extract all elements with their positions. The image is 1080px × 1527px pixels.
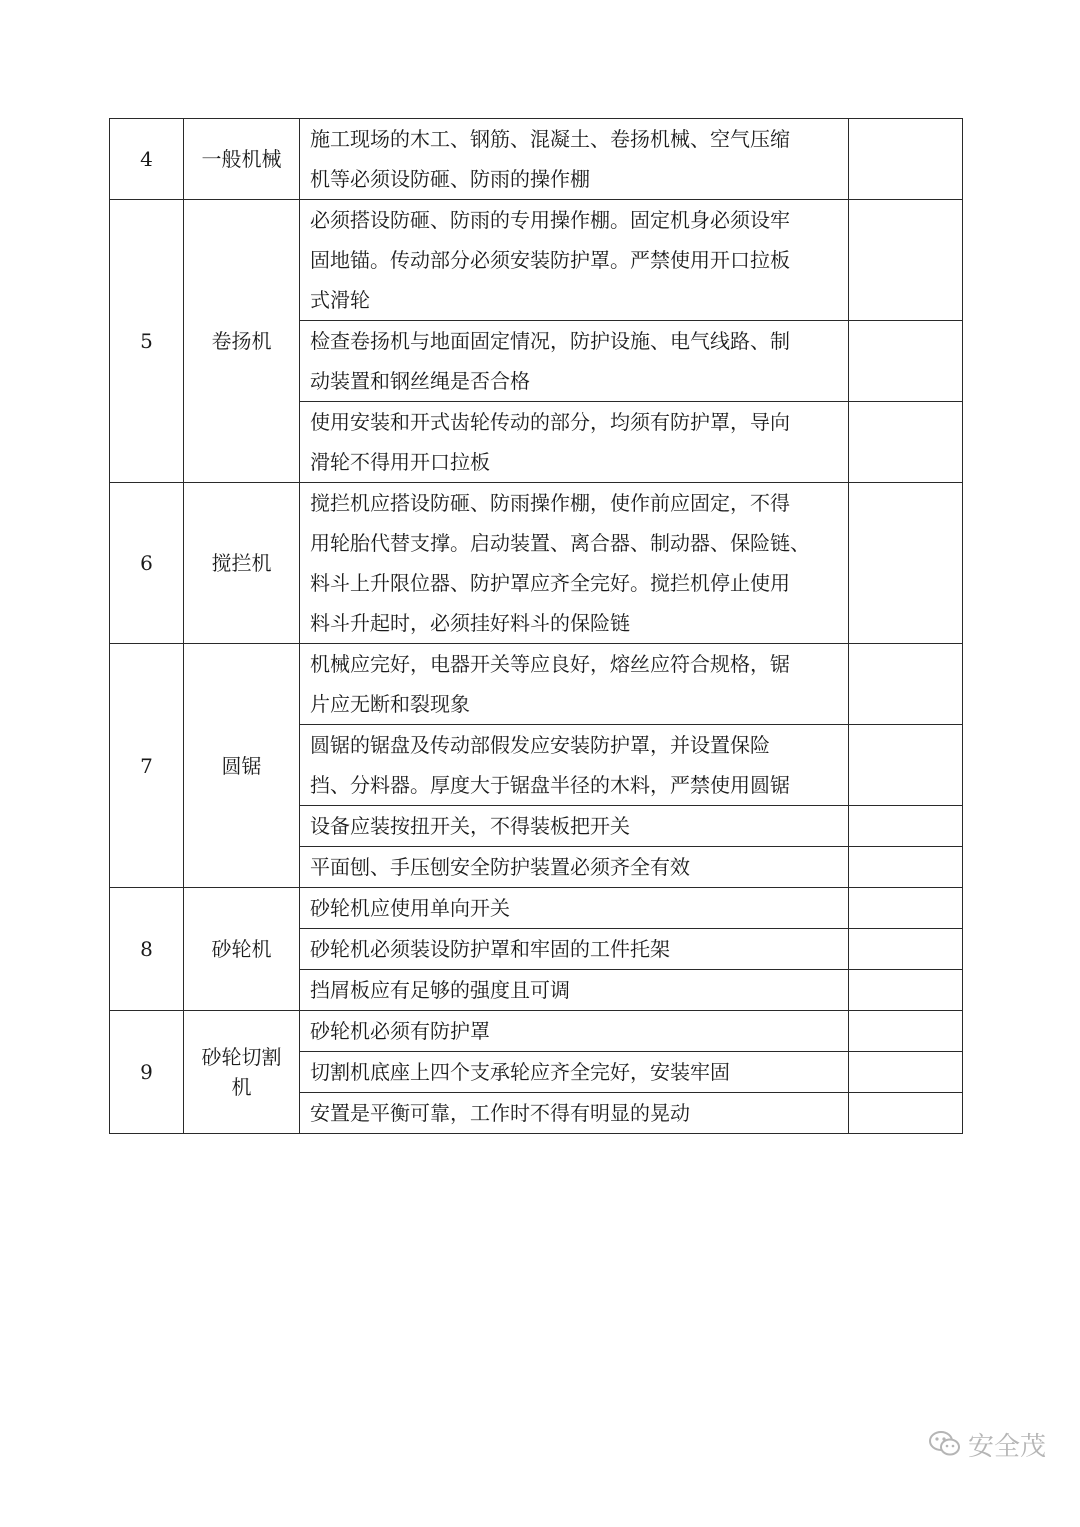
- requirement-line: 砂轮机应使用单向开关: [310, 896, 510, 920]
- check-result-cell[interactable]: [849, 806, 963, 847]
- table-row: [110, 644, 963, 725]
- check-result-cell[interactable]: [849, 725, 963, 806]
- requirement-line: 固地锚。传动部分必须安装防护罩。严禁使用开口拉板: [310, 248, 790, 272]
- table-row: [110, 888, 963, 929]
- requirement-line: 平面刨、手压刨安全防护装置必须齐全有效: [310, 855, 690, 879]
- requirement-text: [300, 970, 849, 1011]
- row-number: 7: [110, 644, 184, 888]
- requirement-line: 施工现场的木工、钢筋、混凝土、卷扬机械、空气压缩: [310, 127, 790, 151]
- requirement-line: 动装置和钢丝绳是否合格: [310, 369, 530, 393]
- table-row: [110, 119, 963, 200]
- requirement-line: 机等必须设防砸、防雨的操作棚: [310, 167, 590, 191]
- check-result-cell[interactable]: [849, 483, 963, 644]
- requirement-text: [300, 929, 849, 970]
- requirement-text: [300, 119, 849, 200]
- requirement-line: 机械应完好，电器开关等应良好，熔丝应符合规格，锯: [310, 652, 790, 676]
- check-result-cell[interactable]: [849, 1052, 963, 1093]
- check-result-cell[interactable]: [849, 929, 963, 970]
- watermark-text: 安全茂: [968, 1431, 1047, 1462]
- machine-name: 一般机械: [184, 119, 300, 200]
- requirement-line: 设备应装按扭开关，不得装板把开关: [310, 814, 630, 838]
- machine-name: 搅拦机: [184, 483, 300, 644]
- row-number: 8: [110, 888, 184, 1011]
- machine-name: 卷扬机: [184, 200, 300, 483]
- check-result-cell[interactable]: [849, 970, 963, 1011]
- requirement-text: [300, 402, 849, 483]
- machine-name: 砂轮机: [184, 888, 300, 1011]
- machine-name: 砂轮切割 机: [184, 1011, 300, 1134]
- requirement-line: 圆锯的锯盘及传动部假发应安装防护罩，并设置保险: [310, 733, 770, 757]
- requirement-text: [300, 847, 849, 888]
- requirement-line: 安置是平衡可靠，工作时不得有明显的晃动: [310, 1101, 690, 1125]
- requirement-text: [300, 1052, 849, 1093]
- check-result-cell[interactable]: [849, 888, 963, 929]
- requirement-line: 用轮胎代替支撑。启动装置、离合器、制动器、保险链、: [310, 531, 810, 555]
- check-result-cell[interactable]: [849, 847, 963, 888]
- requirement-line: 料斗升起时，必须挂好料斗的保险链: [310, 611, 630, 635]
- requirement-text: [300, 483, 849, 644]
- check-result-cell[interactable]: [849, 200, 963, 321]
- table-row: [110, 483, 963, 644]
- requirement-text: [300, 888, 849, 929]
- inspection-table: [109, 118, 963, 1134]
- requirement-line: 滑轮不得用开口拉板: [310, 450, 490, 474]
- row-number: 4: [110, 119, 184, 200]
- machine-name: 圆锯: [184, 644, 300, 888]
- wechat-icon: [928, 1429, 962, 1459]
- requirement-line: 料斗上升限位器、防护罩应齐全完好。搅拦机停止使用: [310, 571, 790, 595]
- requirement-line: 式滑轮: [310, 288, 370, 312]
- check-result-cell[interactable]: [849, 119, 963, 200]
- check-result-cell[interactable]: [849, 1093, 963, 1134]
- requirement-line: 搅拦机应搭设防砸、防雨操作棚，使作前应固定，不得: [310, 491, 790, 515]
- table-row: [110, 200, 963, 321]
- requirement-text: [300, 725, 849, 806]
- row-number: 9: [110, 1011, 184, 1134]
- requirement-line: 使用安装和开式齿轮传动的部分，均须有防护罩，导向: [310, 410, 790, 434]
- requirement-line: 切割机底座上四个支承轮应齐全完好，安装牢固: [310, 1060, 730, 1084]
- requirement-text: [300, 200, 849, 321]
- row-number: 5: [110, 200, 184, 483]
- requirement-text: [300, 321, 849, 402]
- requirement-line: 必须搭设防砸、防雨的专用操作棚。固定机身必须设牢: [310, 208, 790, 232]
- requirement-text: [300, 644, 849, 725]
- requirement-text: [300, 806, 849, 847]
- check-result-cell[interactable]: [849, 644, 963, 725]
- requirement-line: 挡屑板应有足够的强度且可调: [310, 978, 570, 1002]
- requirement-line: 片应无断和裂现象: [310, 692, 470, 716]
- requirement-text: [300, 1011, 849, 1052]
- requirement-line: 砂轮机必须有防护罩: [310, 1019, 490, 1043]
- requirement-text: [300, 1093, 849, 1134]
- check-result-cell[interactable]: [849, 402, 963, 483]
- row-number: 6: [110, 483, 184, 644]
- requirement-line: 挡、分料器。厚度大于锯盘半径的木料，严禁使用圆锯: [310, 773, 790, 797]
- watermark: [928, 1422, 1046, 1466]
- requirement-line: 检查卷扬机与地面固定情况，防护设施、电气线路、制: [310, 329, 790, 353]
- table-row: [110, 1011, 963, 1052]
- check-result-cell[interactable]: [849, 321, 963, 402]
- requirement-line: 砂轮机必须装设防护罩和牢固的工件托架: [310, 937, 670, 961]
- check-result-cell[interactable]: [849, 1011, 963, 1052]
